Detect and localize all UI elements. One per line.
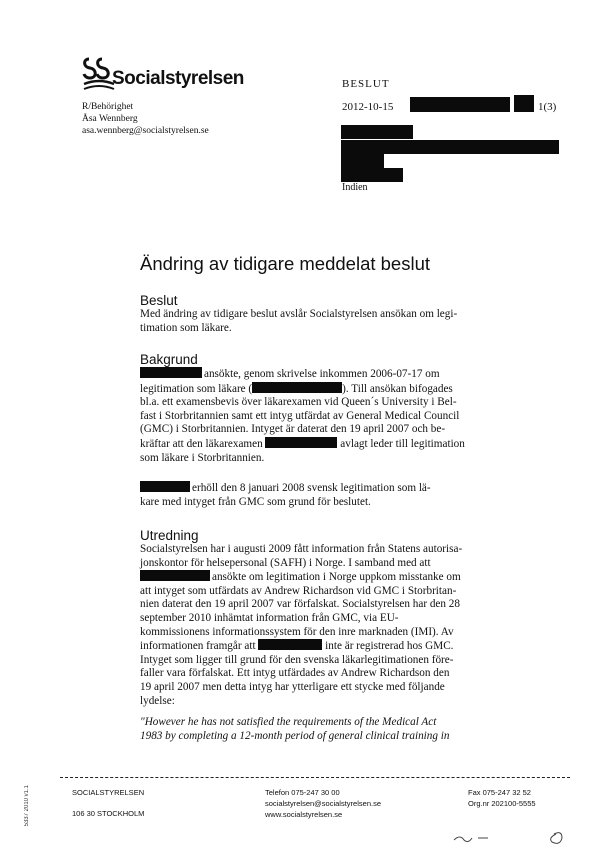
document-date: 2012-10-15 [342,101,394,113]
recipient-redaction [341,168,403,182]
logo-emblem-icon [82,54,116,94]
text-fragment: informationen framgår att [140,640,256,653]
redaction-block [265,437,337,448]
sender-name: Åsa Wennberg [82,114,138,124]
text-line [140,382,490,397]
sender-unit: R/Behörighet [82,102,134,112]
redaction-block [140,367,202,378]
section-heading-bakgrund: Bakgrund [140,352,198,367]
text-line: 19 april 2007 men detta intyg har ytterligare ett stycke med följande [140,680,445,693]
text-fragment: legitimation som läkare ( [140,382,253,395]
text-line: faller vara förfalskat. Ett intyg utfärdades av Andrew Richardson den [140,667,450,680]
document-title: Ändring av tidigare meddelat beslut [140,253,431,274]
quote-line: "However he has not satisfied the requirements of the Medical Act [140,716,437,729]
footer-rule [60,777,570,778]
quote-line: 1983 by completing a 12-month period of general clinical training in [140,729,450,742]
text-line: bl.a. ett examensbevis över läkarexamen vid Queen´s University i Bel- [140,396,457,409]
bakgrund-paragraph-1 [140,367,490,465]
text-line: timation som läkare. [140,321,232,334]
redaction-block [410,97,510,112]
recipient-country: Indien [342,182,368,193]
footer-web: www.socialstyrelsen.se [265,810,343,819]
text-line: (GMC) i Storbritannien. Intyget är daterat den 19 april 2007 och be- [140,423,446,436]
text-fragment: avlagt leder till legitimation [340,437,465,450]
recipient-redaction [341,154,384,168]
text-fragment: inte är registrerad hos GMC. [325,640,454,653]
section-heading-beslut: Beslut [140,293,178,308]
page-number: 1(3) [538,101,557,113]
text-line: jonskontor för helsepersonal (SAFH) i Norge. I samband med att [140,556,431,569]
recipient-redaction [341,140,559,154]
bakgrund-paragraph-2 [140,481,490,509]
text-line: Socialstyrelsen har i augusti 2009 fått information från Statens autorisa- [140,543,463,555]
recipient-redaction [341,125,413,139]
footer-email: socialstyrelsen@socialstyrelsen.se [265,799,381,808]
text-fragment: ansökte om legitimation i Norge uppkom misstanke om [212,571,461,584]
text-line [140,481,490,496]
text-line [140,367,490,382]
text-line [140,570,490,585]
text-fragment: ). Till ansökan bifogades [342,382,453,395]
text-line: Intyget som ligger till grund för den svenska läkarlegitimationen före- [140,653,454,666]
text-line: fast i Storbritannien samt ett intyg utfärdat av General Medical Council [140,409,460,422]
footer-org: SOCIALSTYRELSEN [72,788,145,797]
text-line [140,639,490,654]
redaction-block [140,481,190,492]
footer-fax: Fax 075-247 32 52 [468,788,531,797]
beslut-paragraph [140,308,490,335]
text-line [140,437,490,452]
footer-orgnr: Org.nr 202100-5555 [468,799,536,808]
handwritten-initials-icon [450,826,570,848]
redaction-block [258,639,322,650]
footer-form-code: 5337 2010 v1.1 [24,785,30,827]
text-line: kare med intyget från GMC som grund för beslutet. [140,495,371,508]
footer-address: 106 30 STOCKHOLM [72,809,145,818]
text-fragment: kräftar att den läkarexamen [140,437,263,450]
text-line: september 2010 inhämtat information från GMC, via EU- [140,611,399,624]
document-type-label: BESLUT [342,78,390,90]
text-line: nien daterat den 19 april 2007 var förfalskat. Socialstyrelsen har den 28 [140,598,460,611]
redaction-block [252,382,342,393]
spacer [140,708,490,716]
text-line: kommissionens informationssystem för den inre marknaden (IMI). Av [140,625,454,638]
section-heading-utredning: Utredning [140,528,199,543]
text-fragment: ansökte, genom skrivelse inkommen 2006-07-17 om [204,368,440,380]
utredning-paragraph [140,543,490,743]
text-line: Med ändring av tidigare beslut avslår Socialstyrelsen ansökan om legi- [140,308,458,320]
footer-phone: Telefon 075-247 30 00 [265,788,340,797]
sender-email: asa.wennberg@socialstyrelsen.se [82,126,209,136]
text-line: lydelse: [140,694,175,707]
logo-text: Socialstyrelsen [112,68,244,89]
text-fragment: erhöll den 8 januari 2008 svensk legitimation som lä- [192,482,431,494]
text-line: att intyget som utfärdats av Andrew Richardson vid GMC i Storbritan- [140,584,457,597]
redaction-block [514,95,534,112]
redaction-block [140,570,210,581]
text-line: som läkare i Storbritannien. [140,451,265,464]
